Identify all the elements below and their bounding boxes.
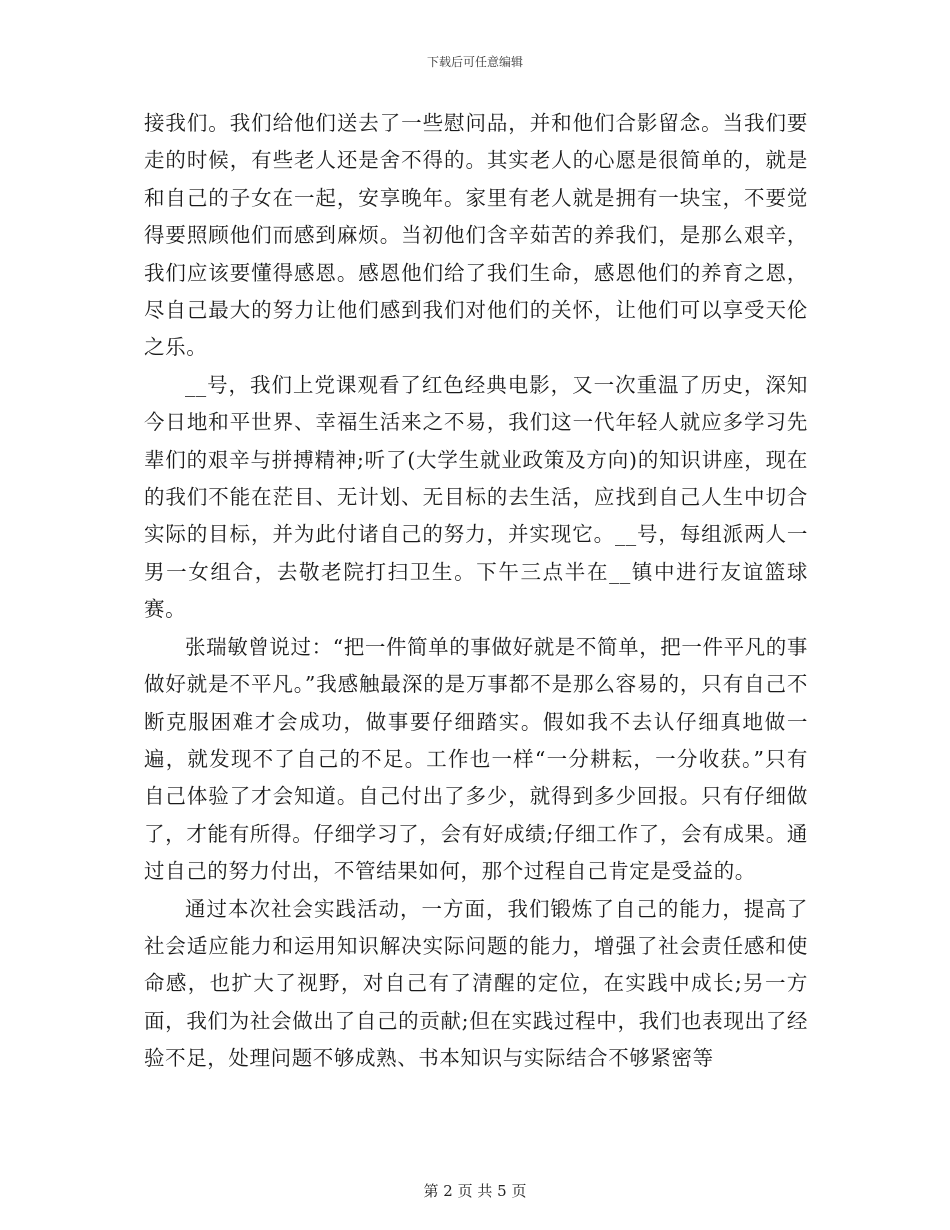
paragraph-continuation: 接我们。我们给他们送去了一些慰问品，并和他们合影留念。当我们要走的时候，有些老人还是舍不得的。其实老人的心愿是很简单的，就是和自己的子女在一起，安享晚年。家里有老人就是拥有一块宝，不要觉得要照顾他们而感到麻烦。当初他们含辛茹苦的养我们，是那么艰辛，我们应该要懂得感恩。感恩他们给了我们生命，感恩他们的养育之恩，尽自己最大的努力让他们感到我们对他们的关怀，让他们可以享受天伦之乐。 xyxy=(144,111,808,360)
paragraph-quote-reflection: 张瑞敏曾说过：“把一件简单的事做好就是不简单，把一件平凡的事做好就是不平凡。”我感触最深的是万事都不是那么容易的，只有自己不断克服困难才会成功，做事要仔细踏实。假如我不去认仔细真地做一遍，就发现不了自己的不足。工作也一样“一分耕耘，一分收获。”只有自己体验了才会知道。自己付出了多少，就得到多少回报。只有仔细做了，才能有所得。仔细学习了，会有好成绩;仔细工作了，会有成果。通过自己的努力付出，不管结果如何，那个过程自己肯定是受益的。 xyxy=(144,634,808,884)
paragraph-practice-summary: 通过本次社会实践活动，一方面，我们锻炼了自己的能力，提高了社会适应能力和运用知识解决实际问题的能力，增强了社会责任感和使命感，也扩大了视野，对自己有了清醒的定位，在实践中成长;另一方面，我们为社会做出了自己的贡献;但在实践过程中，我们也表现出了经验不足，处理问题不够成熟、书本知识与实际结合不够紧密等 xyxy=(144,896,808,1071)
page-number-footer: 第 2 页 共 5 页 xyxy=(423,1182,527,1200)
document-body xyxy=(144,105,808,1078)
page-header: 下载后可任意编辑 xyxy=(426,55,523,69)
paragraph-party-class: __号，我们上党课观看了红色经典电影，又一次重温了历史，深知今日地和平世界、幸福生活来之不易，我们这一代年轻人就应多学习先辈们的艰辛与拼搏精神;听了(大学生就业政策及方向)的知识讲座，现在的我们不能在茫目、无计划、无目标的去生活，应找到自己人生中切合实际的目标，并为此付诸自己的努力，并实现它。__号，每组派两人一男一女组合，去敬老院打扫卫生。下午三点半在__镇中进行友谊篮球赛。 xyxy=(144,372,808,622)
